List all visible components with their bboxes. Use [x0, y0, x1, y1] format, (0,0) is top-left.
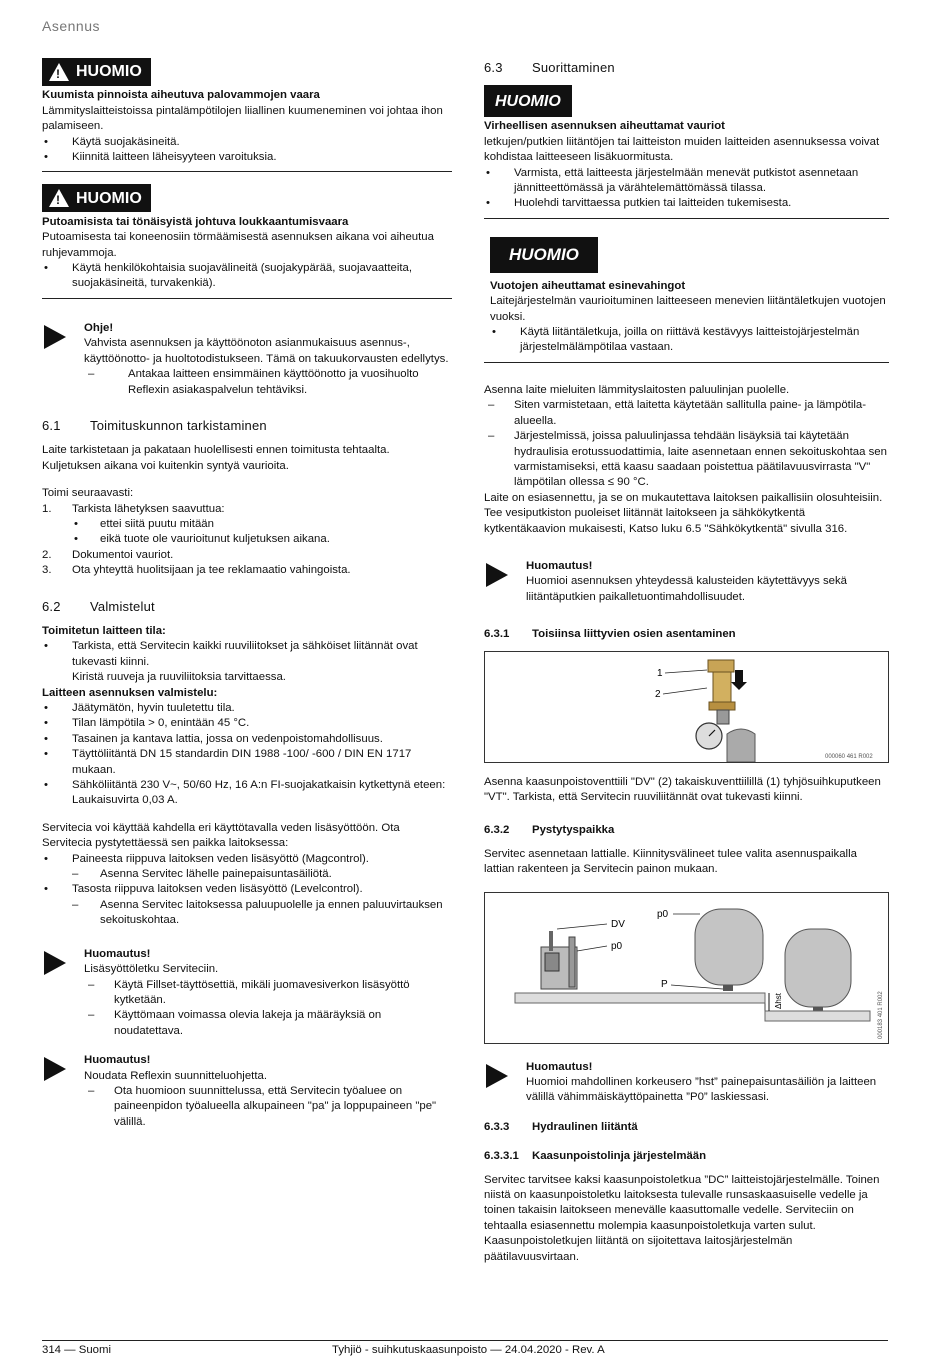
valve-assembly-diagram: [485, 652, 888, 762]
huomio-badge: ! HUOMIO: [42, 58, 151, 86]
left-column: ! HUOMIO Kuumista pinnoista aiheutuva palovammojen vaara Lämmityslaitteistoissa pintalämpötilojen liiallinen kuumeneminen voi johtaa ihon palamiseen. • Käytä suojakäsineitä. • Kiinnitä laitteen läheisyyteen varoituksia. ! HUOMIO Putoamisista tai tönäisyistä johtuva loukkaantumisvaara Putoamisesta tai koneenosiin törmäämisestä asennuksen aikana voi aiheutua ruhjevammoja. • Käytä henkilökohtaisia suojavälineitä (suojakypärää, suojavaatteita, suojakäsineitä, turvakenkiä). Ohje! Vahvista asennuksen ja käyttöönoton asianmukaisuus asennus-, käyttöönotto- ja huoltotodistukseen. Tämä on takuukorvausten edellytys. – Antakaa laitteen ensimmäinen käyttöönotto ja vuosihuolto Reflexin asiakaspalvelun tehtäviksi. 6.1 Toimituskunnon tarkistaminen Laite tarkistetaan ja pakataan huolellisesti ennen toimitusta tehtaalta. Kuljetuksen aikana voi kuitenkin syntyä vaurioita. Toimi seuraavasti: 1. Tarkista lähetyksen saavuttua: • ettei siitä puutu mitään • eikä tuote ole vaurioitunut kuljetuksen aikana. 2. Dokumentoi vauriot. 3. Ota yhteyttä huolitsijaan ja tee reklamaatio vahingoista. 6.2 Valmistelut Toimitetun laitteen tila: • Tarkista, että Servitecin kaikki ruuviliitokset ja sähköiset liitännät ovat tukevasti kiinni. Kiristä ruuveja ja ruuviliitoksia tarvittaessa. Laitteen asennuksen valmistelu: • Jäätymätön, hyvin tuuletettu tila. • Tilan lämpötila > 0, enintään 45 °C. • Tasainen ja kantava lattia, jossa on vedenpoistomahdollisuus. • Täyttöliitäntä DN 15 standardin DIN 1988 -100/ -600 / DIN EN 1717 mukaan. • Sähköliitäntä 230 V~, 50/60 Hz, 16 A:n FI-suojakatkaisin kytkettynä eteen: Laukaisuvirta 0,03 A. Servitecia voi käyttää kahdella eri käyttötavalla veden lisäsyöttöön. Ota Servitecia pystytettäessä sen paikka laitoksessa: • Paineesta riippuva laitoksen veden lisäsyöttö (Magcontrol). – Asenna Servitec lähelle painepaisuntasäiliötä. • Tasosta riippuva laitoksen veden lisäsyöttö (Levelcontrol). – Asenna Servitec laitoksessa paluupuolelle ja ennen paluuvirtauksen sekoituskohtaa. Huomautus! Lisäsyöttöletku Serviteciin. – Käytä Fillset-täyttösettiä, mikäli juomavesiverkon lisäsyöttö kytketään. – Käyttömaan voimassa olevia lakeja ja määräyksiä on noudatettava. Huomautus! Noudata Reflexin suunnitteluohjetta. – Ota huomioon suunnittelussa, että Servitecin työaluee on paineenpidon työalueella alkupaineen "pa" ja loppupaineen "pe" välillä.: [42, 58, 452, 1144]
section-heading: 6.1 Toimituskunnon tarkistaminen: [42, 417, 267, 433]
placement-diagram: [485, 893, 888, 1043]
warning-title: Vuotojen aiheuttamat esinevahingot: [490, 279, 686, 292]
list-item: – Siten varmistetaan, että laitetta käytetään sallitulla paine- ja lämpötila-alueella.: [484, 398, 889, 429]
list-item: – Järjestelmissä, joissa paluulinjassa tehdään lisäyksiä tai käytetään hydraulisia erotussuodattimia, laite asennetaan ennen sekoituskohtaa sen varmistamiseksi, että kaasu saadaan poistettua päätilavuusvirrasta "V" lämpötilan ollessa ≤ 90 °C.: [484, 429, 889, 491]
page-footer: [42, 1340, 888, 1356]
list-item: – Asenna Servitec lähelle painepaisuntasäiliötä.: [42, 867, 452, 882]
note-block: Huomautus! Huomioi mahdollinen korkeusero ”hst” painepaisuntasäiliön ja laitteen välillä vähimmäiskäyttöpainetta ”P0” laskiessasi.: [484, 1060, 889, 1106]
list-item: • Tilan lämpötila > 0, enintään 45 °C.: [42, 716, 452, 731]
list-item: • Jäätymätön, hyvin tuuletettu tila.: [42, 701, 452, 716]
list-item: – Ota huomioon suunnittelussa, että Servitecin työaluee on paineenpidon työalueella alkupaineen "pa" ja loppupaineen "pe" välillä.: [84, 1084, 452, 1130]
svg-text:2: 2: [655, 688, 661, 700]
list-item: 3. Ota yhteyttä huolitsijaan ja tee reklamaatio vahingoista.: [42, 564, 351, 577]
list-item: • eikä tuote ole vaurioitunut kuljetuksen aikana.: [42, 532, 452, 547]
list-item: • Tasosta riippuva laitoksen veden lisäsyöttö (Levelcontrol).: [42, 882, 452, 897]
arrow-right-icon: [486, 563, 508, 587]
subsection-heading: 6.3.2 Pystytyspaikka: [484, 824, 615, 837]
right-column: 6.3 Suorittaminen HUOMIO Virheellisen asennuksen aiheuttamat vauriot letkujen/putkien liitäntöjen tai laitteiston muiden laitteiden asennuksessa voivat kohdistaa laitteeseen lisäkuormitusta. • Varmista, että laitteesta järjestelmään menevät putkistot asennetaan jännitteettömässä ja värähtelemättömässä tilassa. • Huolehdi tarvittaessa putkien tai laitteiden tukemisesta. HUOMIO Vuotojen aiheuttamat esinevahingot Laitejärjestelmän vaurioituminen laitteeseen menevien liitäntäletkujen vuotojen vuoksi. • Käytä liitäntäletkuja, joilla on riittävä kestävyys laitteistojärjestelmän järjestelmälämpötilaa vastaan. Asenna laite mieluiten lämmityslaitosten paluulinjan puolelle. – Siten varmistetaan, että laitetta käytetään sallitulla paine- ja lämpötila-alueella. – Järjestelmissä, joissa paluulinjassa tehdään lisäyksiä tai käytetään hydraulisia erotussuodattimia, laite asennetaan ennen sekoituskohtaa sen varmistamiseksi, että kaasu saadaan poistettua päätilavuusvirrasta "V" lämpötilan ollessa ≤ 90 °C. Laite on esiasennettu, ja se on mukautettava laitoksen paikallisiin olosuhteisiin. Tee vesiputkiston puoleiset liitännät laitokseen ja sähkökytkentä kytkentäkaavion mukaisesti, Katso luku 6.5 "Sähkökytkentä" sivulla 316. Huomautus! Huomioi asennuksen yhteydessä kalusteiden käytettävyys sekä liitäntäputkien paikalletuontimahdollisuudet. 6.3.1 Toisiinsa liittyvien osien asentaminen 1 2 000060 461 R002 Asenna kaasunpoistoventtiili "DV" (2) takaiskuventtiilillä (1) tyhjösuihkuputkeen "VT". Tarkista, että Servitecin ruuviliitännät ovat tukevasti kiinni. 6.3.2 Pystytyspaikka Servitec asennetaan lattialle. Kiinnitysvälineet tulee valita asennuspaikalla lattian rakenteen ja Servitecin painon mukaan. DV p0 p0 P Δhst 000183 401 R002 Huomautus! Huomioi mahdollinen korkeusero ”hst” painepaisuntasäiliön ja laitteen välillä vähimmäiskäyttöpainetta ”P0” laskiessasi. 6.3.3 Hydraulinen liitäntä 6.3.3.1 Kaasunpoistolinja järjestelmään Servitec tarvitsee kaksi kaasunpoistoletkua ”DC” laitteistojärjestelmälle. Toinen niistä on kaasunpoistoletku laitoksesta tulevalle runsaskaasuiselle vedelle ja toinen takaisin laitokseen menevälle kaasuttomalle vedelle. Serviteciin on tehtaalla esiasennettu molempia kaasunpoistoletkuja varten sulut. Kaasunpoistoletkujen liitäntä on sijoitettava laitosjärjestelmän päätilavuusvirtaan.: [484, 58, 889, 1265]
svg-text:000060 461 R002: 000060 461 R002: [825, 753, 873, 760]
list-item: 1. Tarkista lähetyksen saavuttua:: [42, 502, 225, 515]
list-item: – Antakaa laitteen ensimmäinen käyttöönotto ja vuosihuolto Reflexin asiakaspalvelun tehtäviksi.: [84, 367, 452, 398]
list-item: – Asenna Servitec laitoksessa paluupuolelle ja ennen paluuvirtauksen sekoituskohtaa.: [42, 898, 452, 929]
list-item: • Käytä suojakäsineitä.: [42, 135, 452, 150]
list-item: • Sähköliitäntä 230 V~, 50/60 Hz, 16 A:n FI-suojakatkaisin kytkettynä eteen: Laukaisuvirta 0,03 A.: [42, 778, 452, 809]
note-block: Huomautus! Noudata Reflexin suunnitteluohjetta. – Ota huomioon suunnittelussa, että Servitecin työaluee on paineenpidon työalueella alkupaineen "pa" ja loppupaineen "pe" välillä.: [42, 1053, 452, 1130]
list-item: • Varmista, että laitteesta järjestelmään menevät putkistot asennetaan jännitteettömässä ja värähtelemättömässä tilassa.: [484, 166, 889, 197]
warning-box-leaks: [484, 237, 889, 363]
list-item: • Paineesta riippuva laitoksen veden lisäsyöttö (Magcontrol).: [42, 852, 452, 867]
warning-box-installation: [484, 85, 889, 218]
list-item: – Käytä Fillset-täyttösettiä, mikäli juomavesiverkon lisäsyöttö kytketään.: [84, 978, 452, 1009]
svg-text:p0: p0: [611, 940, 623, 952]
arrow-right-icon: [44, 325, 66, 349]
svg-text:p0: p0: [657, 908, 669, 920]
list-item: – Käyttömaan voimassa olevia lakeja ja määräyksiä on noudatettava.: [84, 1008, 452, 1039]
document-title: Tyhjiö - suihkutuskaasunpoisto — 24.04.2020 - Rev. A: [332, 1344, 605, 1356]
svg-text:P: P: [661, 978, 668, 990]
warning-text: Putoamisesta tai koneenosiin törmäämisestä asennuksen aikana voi aiheutua ruhjevammoja.: [42, 231, 434, 259]
arrow-right-icon: [486, 1064, 508, 1088]
figure-placement: [484, 892, 889, 1044]
huomio-badge: HUOMIO: [484, 85, 572, 117]
svg-text:DV: DV: [611, 918, 625, 930]
page-header: Asennus: [42, 18, 100, 34]
note-block: Huomautus! Lisäsyöttöletku Serviteciin. – Käytä Fillset-täyttösettiä, mikäli juomavesiverkon lisäsyöttö kytketään. – Käyttömaan voimassa olevia lakeja ja määräyksiä on noudatettava.: [42, 947, 452, 1039]
warning-box-falls: [42, 184, 452, 298]
subsection-heading: 6.3.3.1 Kaasunpoistolinja järjestelmään: [484, 1150, 707, 1163]
subsection-heading: 6.3.3 Hydraulinen liitäntä: [484, 1120, 638, 1133]
svg-text:000183 401 R002: 000183 401 R002: [878, 990, 884, 1039]
warning-triangle-icon: !: [49, 189, 69, 207]
list-item: • Kiinnitä laitteen läheisyyteen varoituksia.: [42, 150, 452, 165]
warning-triangle-icon: !: [49, 63, 69, 81]
warning-title: Kuumista pinnoista aiheutuva palovammojen vaara: [42, 89, 320, 102]
note-block: Huomautus! Huomioi asennuksen yhteydessä kalusteiden käytettävyys sekä liitäntäputkien paikalletuontimahdollisuudet.: [484, 559, 889, 605]
huomio-badge: HUOMIO: [490, 237, 598, 273]
list-item: • Käytä liitäntäletkuja, joilla on riittävä kestävyys laitteistojärjestelmän järjestelmälämpötilaa vastaan.: [490, 325, 889, 356]
arrow-right-icon: [44, 1057, 66, 1081]
list-item: • Tarkista, että Servitecin kaikki ruuviliitokset ja sähköiset liitännät ovat tukevasti kiinni.: [42, 639, 452, 670]
warning-box-burns: [42, 58, 452, 172]
list-item: • Käytä henkilökohtaisia suojavälineitä (suojakypärää, suojavaatteita, suojakäsineitä, turvakenkiä).: [42, 261, 452, 292]
list-item: 2. Dokumentoi vauriot.: [42, 548, 174, 561]
warning-title: Putoamisista tai tönäisyistä johtuva loukkaantumisvaara: [42, 215, 349, 228]
list-item: • Tasainen ja kantava lattia, jossa on vedenpoistomahdollisuus.: [42, 732, 452, 747]
warning-title: Virheellisen asennuksen aiheuttamat vauriot: [484, 120, 725, 133]
ohje-note: Ohje! Vahvista asennuksen ja käyttöönoton asianmukaisuus asennus-, käyttöönotto- ja huoltotodistukseen. Tämä on takuukorvausten edellytys. – Antakaa laitteen ensimmäinen käyttöönotto ja vuosihuolto Reflexin asiakaspalvelun tehtäviksi.: [42, 321, 452, 398]
section-heading: 6.3 Suorittaminen: [484, 60, 615, 75]
page-number: 314 — Suomi: [42, 1344, 112, 1356]
subsection-heading: 6.3.1 Toisiinsa liittyvien osien asentaminen: [484, 628, 736, 641]
section-heading: 6.2 Valmistelut: [42, 598, 155, 614]
warning-text: letkujen/putkien liitäntöjen tai laitteiston muiden laitteiden asennuksessa voivat kohdistaa laitteeseen lisäkuormitusta.: [484, 135, 880, 164]
svg-text:1: 1: [657, 667, 663, 679]
warning-text: Lämmityslaitteistoissa pintalämpötilojen liiallinen kuumeneminen voi johtaa ihon palamiseen.: [42, 104, 443, 133]
figure-valve-assembly: [484, 651, 889, 763]
huomio-badge: ! HUOMIO: [42, 184, 151, 212]
svg-text:Δhst: Δhst: [774, 992, 783, 1009]
arrow-right-icon: [44, 951, 66, 975]
list-item: • ettei siitä puutu mitään: [42, 517, 452, 532]
list-item: • Täyttöliitäntä DN 15 standardin DIN 1988 -100/ -600 / DIN EN 1717 mukaan.: [42, 747, 452, 778]
list-item: • Huolehdi tarvittaessa putkien tai laitteiden tukemisesta.: [484, 196, 889, 211]
warning-text: Laitejärjestelmän vaurioituminen laitteeseen menevien liitäntäletkujen vuotojen vuoksi.: [490, 295, 886, 323]
